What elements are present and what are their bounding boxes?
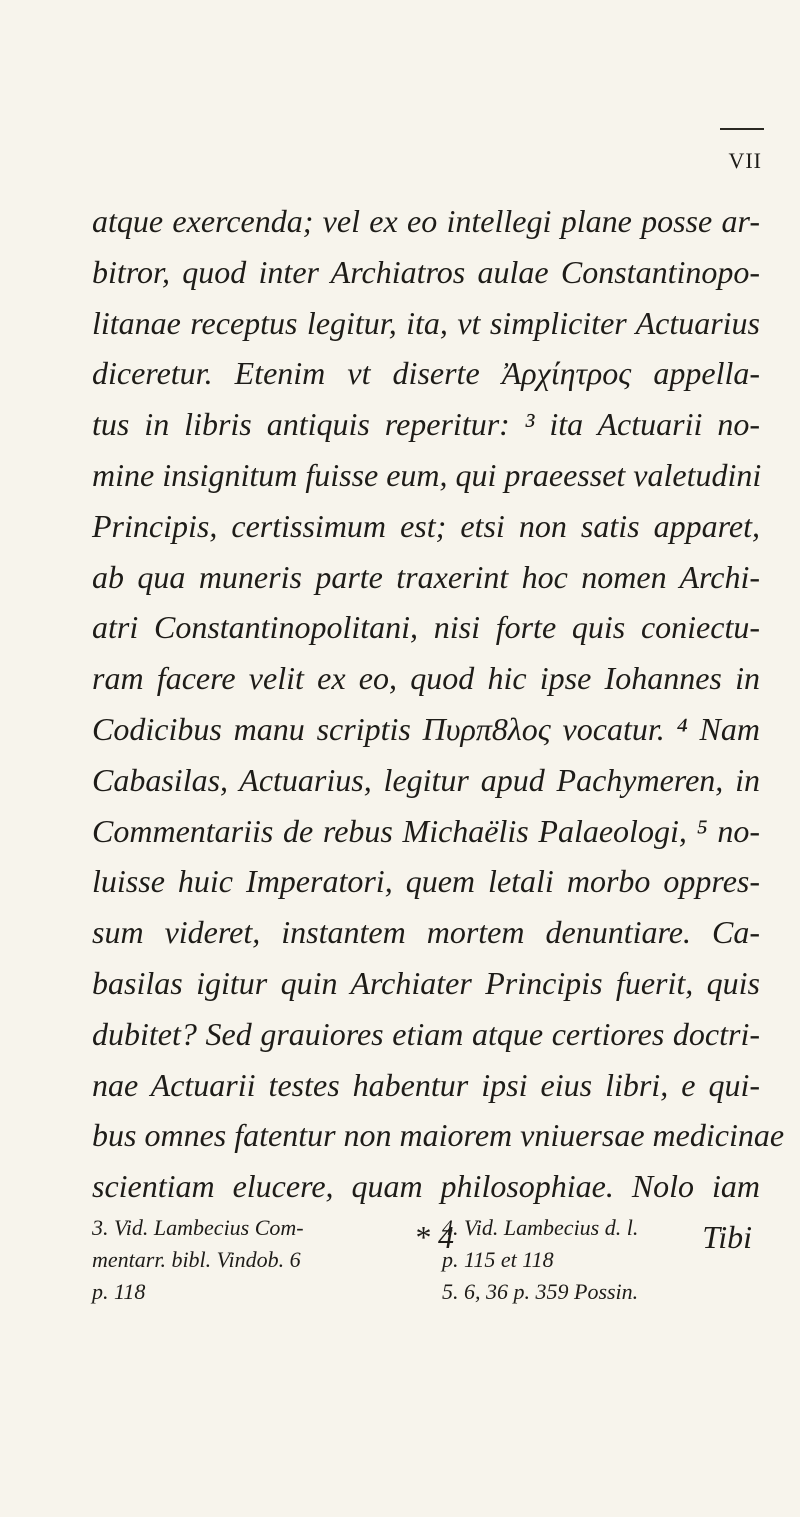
text-line: ab qua muneris parte traxerint hoc nomen Archi- bbox=[92, 558, 760, 595]
text-line: dubitet? Sed grauiores etiam atque certiores doctri- bbox=[92, 1015, 760, 1052]
catchword: Tibi bbox=[702, 1218, 752, 1255]
text-line: Codicibus manu scriptis Πυρπ8λος vocatur. ⁴ Nam bbox=[92, 710, 760, 747]
text-line: sum videret, instantem mortem denuntiare. Ca- bbox=[92, 914, 760, 951]
footnotes-right-column bbox=[436, 1212, 764, 1308]
header-rule bbox=[720, 128, 764, 130]
text-line: Commentariis de rebus Michaëlis Palaeologi, ⁵ no- bbox=[92, 812, 760, 849]
text-line: bitror, quod inter Archiatros aulae Constantinopo- bbox=[92, 253, 760, 290]
text-line: litanae receptus legitur, ita, vt simpliciter Actuarius bbox=[92, 304, 760, 341]
footnote-line: p. 115 et 118 bbox=[442, 1247, 554, 1272]
footnote-line: 3. Vid. Lambecius Com- bbox=[92, 1215, 304, 1240]
text-line: scientiam elucere, quam philosophiae. Nolo iam bbox=[92, 1168, 760, 1205]
signature-mark: * 4 bbox=[414, 1218, 454, 1255]
text-line: atri Constantinopolitani, nisi forte quis coniectu- bbox=[92, 609, 760, 646]
text-line: bus omnes fatentur non maiorem vniuersae medicinae bbox=[92, 1117, 785, 1154]
footnote-line: p. 118 bbox=[92, 1279, 146, 1304]
text-line: ram facere velit ex eo, quod hic ipse Iohannes in bbox=[92, 660, 760, 697]
footnote-line: 4. Vid. Lambecius d. l. bbox=[442, 1215, 639, 1240]
footnote-line: 5. 6, 36 p. 359 Possin. bbox=[442, 1279, 639, 1304]
footnotes bbox=[92, 1212, 764, 1308]
main-text bbox=[92, 196, 785, 1263]
text-line: Cabasilas, Actuarius, legitur apud Pachymeren, in bbox=[92, 761, 760, 798]
text-line: basilas igitur quin Archiater Principis fuerit, quis bbox=[92, 964, 760, 1001]
text-line: nae Actuarii testes habentur ipsi eius libri, e qui- bbox=[92, 1066, 760, 1103]
text-line: luisse huic Imperatori, quem letali morbo oppres- bbox=[92, 863, 760, 900]
text-line: Principis, certissimum est; etsi non satis apparet, bbox=[92, 507, 760, 544]
text-line: mine insignitum fuisse eum, qui praeesset valetudini bbox=[92, 456, 762, 493]
page-number: VII bbox=[728, 148, 762, 173]
text-line: diceretur. Etenim vt diserte Ἀρχίητρος appella- bbox=[92, 355, 760, 392]
text-line: tus in libris antiquis reperitur: ³ ita Actuarii no- bbox=[92, 406, 760, 443]
footnotes-left-column bbox=[92, 1212, 420, 1308]
footnote-line: mentarr. bibl. Vindob. 6 bbox=[92, 1247, 301, 1272]
text-line: atque exercenda; vel ex eo intellegi plane posse ar- bbox=[92, 203, 760, 239]
